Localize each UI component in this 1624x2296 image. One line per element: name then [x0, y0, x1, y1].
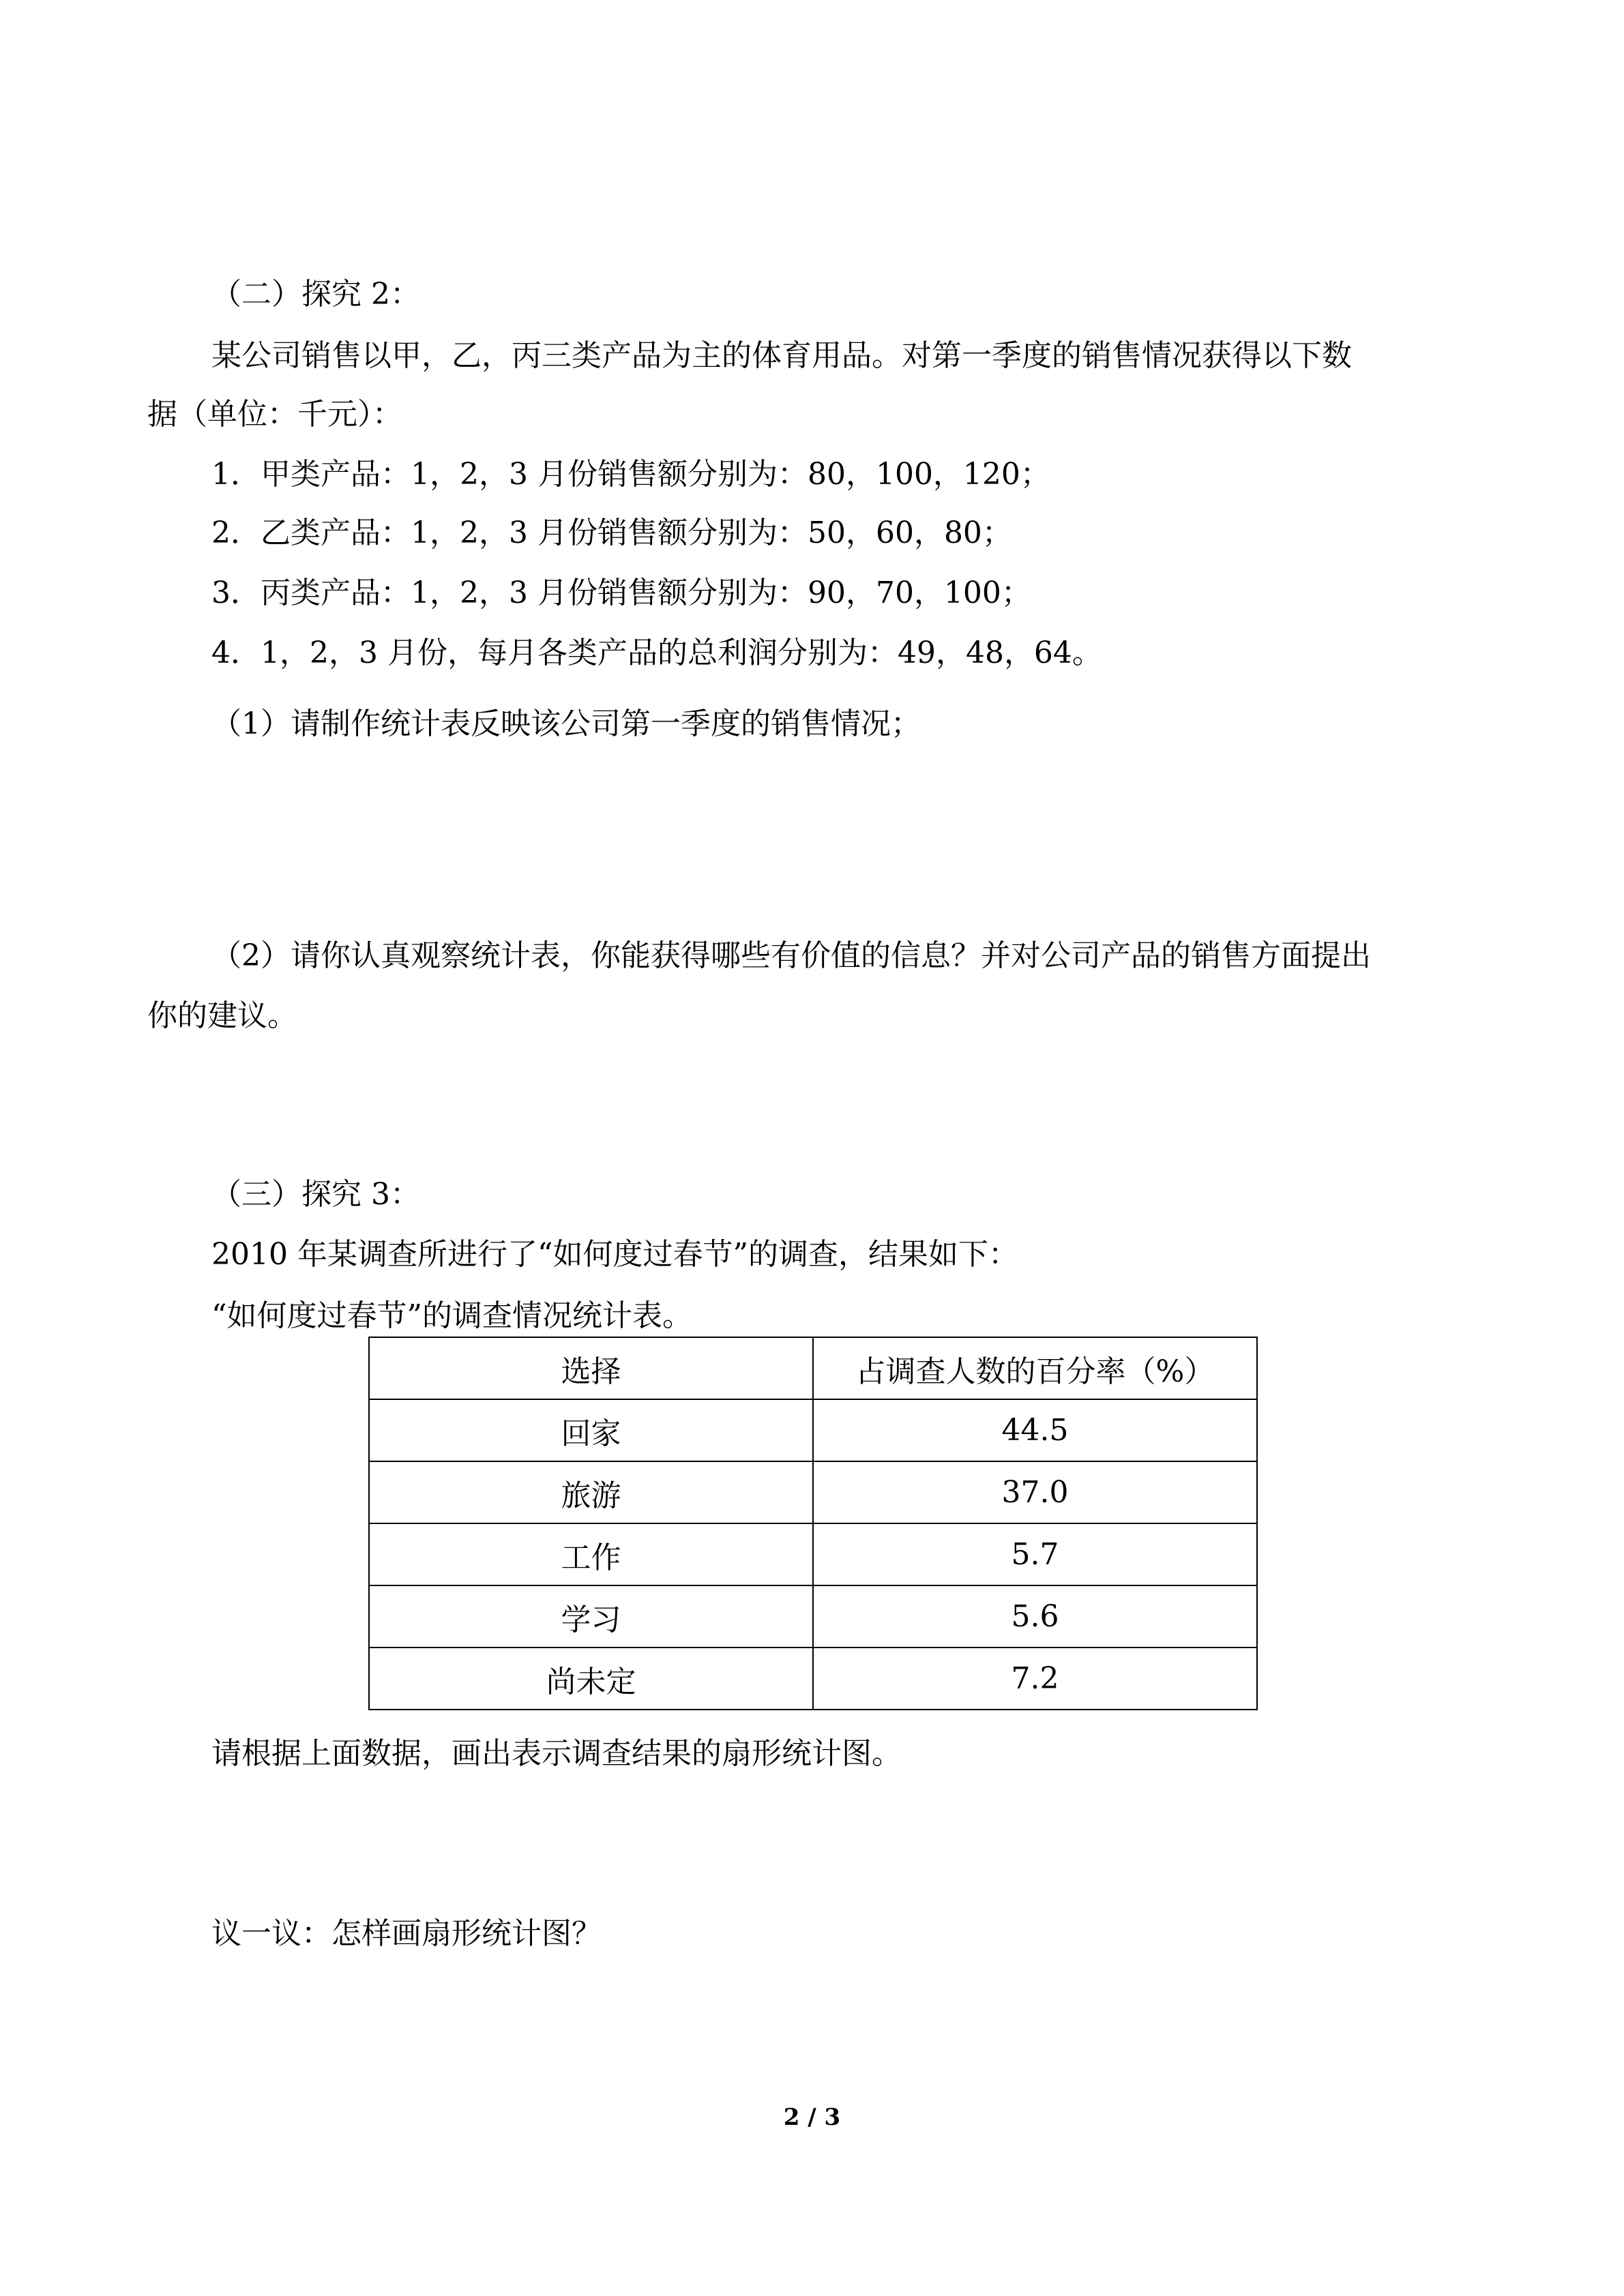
section2-item-3: 3．丙类产品：1，2，3 月份销售额分别为：90，70，100；: [211, 576, 1031, 610]
table-caption: “如何度过春节”的调查情况统计表。: [211, 1298, 692, 1333]
table-cell-choice: 工作: [369, 1523, 813, 1585]
table-cell-percent: 44.5: [813, 1399, 1257, 1461]
section2-item-4: 4．1，2，3 月份，每月各类产品的总利润分别为：49，48，64。: [211, 636, 1102, 670]
section3-heading: （三）探究 3：: [211, 1177, 420, 1212]
table-row: [369, 1585, 1257, 1648]
table-header-cell: 占调查人数的百分率（%）: [813, 1337, 1257, 1399]
table-row: [369, 1648, 1257, 1710]
page-number: 2 / 3: [783, 2104, 841, 2131]
section2-intro-line1: 某公司销售以甲，乙，丙三类产品为主的体育用品。对第一季度的销售情况获得以下数: [211, 338, 1352, 373]
section2-question-2-line1: （2）请你认真观察统计表，你能获得哪些有价值的信息？并对公司产品的销售方面提出: [211, 938, 1371, 973]
table-row: [369, 1399, 1257, 1461]
section2-item-2: 2．乙类产品：1，2，3 月份销售额分别为：50，60，80；: [211, 516, 1012, 550]
section3-intro: 2010 年某调查所进行了“如何度过春节”的调查，结果如下：: [211, 1237, 1018, 1272]
table-header-cell: 选择: [369, 1337, 813, 1399]
table-cell-percent: 37.0: [813, 1461, 1257, 1523]
table-cell-choice: 尚未定: [369, 1648, 813, 1710]
table-cell-choice: 旅游: [369, 1461, 813, 1523]
discussion-prompt: 议一议：怎样画扇形统计图？: [211, 1916, 602, 1951]
section2-item-1: 1．甲类产品：1，2，3 月份销售额分别为：80，100，120；: [211, 457, 1050, 492]
section2-question-2-line2: 你的建议。: [147, 998, 297, 1033]
table-cell-percent: 5.7: [813, 1523, 1257, 1585]
table-header-row: [369, 1337, 1257, 1399]
section2-intro-line2: 据（单位：千元）：: [147, 397, 402, 432]
pie-chart-task: 请根据上面数据，画出表示调查结果的扇形统计图。: [211, 1736, 902, 1771]
table-row: [369, 1461, 1257, 1523]
table-cell-percent: 5.6: [813, 1585, 1257, 1648]
survey-table: [368, 1337, 1258, 1710]
table-row: [369, 1523, 1257, 1585]
section2-heading: （二）探究 2：: [211, 277, 420, 312]
table-cell-choice: 学习: [369, 1585, 813, 1648]
section2-question-1: （1）请制作统计表反映该公司第一季度的销售情况；: [211, 706, 921, 741]
table-cell-choice: 回家: [369, 1399, 813, 1461]
table-cell-percent: 7.2: [813, 1648, 1257, 1710]
